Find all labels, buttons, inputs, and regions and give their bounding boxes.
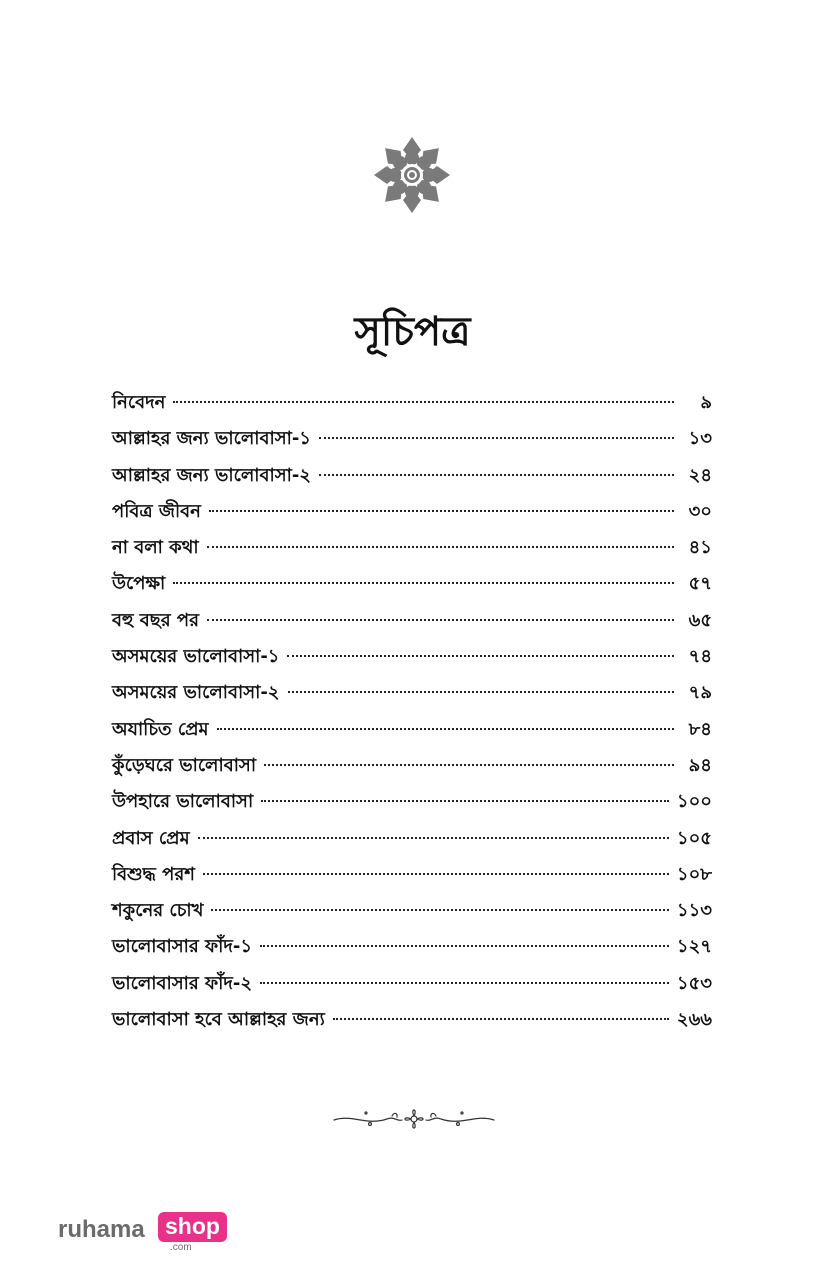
toc-entry-page: ১০৮ [676, 863, 712, 885]
table-of-contents [112, 388, 712, 1041]
toc-entry[interactable] [112, 569, 712, 605]
toc-entry[interactable] [112, 388, 712, 424]
toc-entry[interactable] [112, 606, 712, 642]
page-title: সূচিপত্র [354, 308, 471, 355]
toc-entry-title: অসময়ের ভালোবাসা-২ [112, 682, 280, 704]
toc-entry[interactable] [112, 896, 712, 932]
toc-entry-title: ভালোবাসা হবে আল্লাহর জন্য [112, 1009, 325, 1031]
dot-leader [211, 909, 668, 911]
toc-entry-title: ভালোবাসার ফাঁদ-১ [112, 936, 252, 958]
toc-entry-page: ৬৫ [688, 609, 712, 631]
toc-entry[interactable] [112, 642, 712, 678]
dot-leader [207, 619, 674, 621]
toc-entry-title: না বলা কথা [112, 537, 199, 559]
logo-com-text: .com [170, 1242, 192, 1253]
flower-ornament-icon [372, 135, 452, 215]
toc-entry-page: ১০০ [676, 791, 712, 813]
toc-entry[interactable] [112, 860, 712, 896]
toc-entry-page: ৪১ [688, 537, 712, 559]
dot-leader [333, 1018, 669, 1020]
toc-entry-page: ২৬৬ [676, 1009, 712, 1031]
toc-entry[interactable] [112, 751, 712, 787]
toc-entry-page: ৮৪ [688, 718, 712, 740]
toc-entry-title: বিশুদ্ধ পরশ [112, 863, 195, 885]
toc-entry[interactable] [112, 497, 712, 533]
toc-entry[interactable] [112, 715, 712, 751]
toc-entry-page: ৯ [700, 392, 712, 413]
toc-entry-title: আল্লাহর জন্য ভালোবাসা-২ [112, 464, 311, 486]
toc-entry-title: শকুনের চোখ [112, 900, 204, 922]
toc-entry-title: নিবেদন [112, 392, 166, 413]
dot-leader [209, 510, 674, 512]
logo-ruhama-text: ruhama [58, 1216, 145, 1243]
toc-entry[interactable] [112, 678, 712, 714]
dot-leader [207, 546, 674, 548]
dot-leader [260, 982, 669, 984]
toc-entry[interactable] [112, 969, 712, 1005]
toc-entry-title: অসময়ের ভালোবাসা-১ [112, 646, 280, 668]
divider-flourish-icon [332, 1104, 496, 1134]
logo-shop-badge: shop [158, 1212, 227, 1242]
toc-entry-title: ভালোবাসার ফাঁদ-২ [112, 972, 253, 994]
dot-leader [319, 437, 674, 439]
toc-entry-title: প্রবাস প্রেম [112, 827, 190, 849]
toc-entry[interactable] [112, 424, 712, 460]
toc-entry[interactable] [112, 787, 712, 823]
toc-entry-title: আল্লাহর জন্য ভালোবাসা-১ [112, 428, 311, 450]
toc-entry[interactable] [112, 932, 712, 968]
toc-entry-page: ৯৪ [688, 754, 712, 776]
toc-entry-page: ৭৪ [688, 646, 712, 668]
dot-leader [288, 691, 675, 693]
toc-entry-page: ২৪ [688, 464, 712, 486]
toc-entry-page: ৭৯ [688, 682, 712, 704]
dot-leader [203, 873, 669, 875]
toc-entry-title: কুঁড়েঘরে ভালোবাসা [112, 754, 257, 776]
toc-entry-page: ১২৭ [676, 936, 712, 958]
toc-entry[interactable] [112, 1005, 712, 1041]
toc-entry-page: ১০৫ [676, 827, 712, 849]
toc-entry-title: উপহারে ভালোবাসা [112, 791, 254, 813]
toc-entry-title: বহু বছর পর [112, 609, 199, 631]
toc-entry-page: ১১৩ [676, 900, 712, 922]
toc-entry-page: ১৫৩ [676, 972, 712, 994]
toc-entry-page: ১৩ [688, 428, 712, 450]
dot-leader [319, 474, 674, 476]
toc-entry-page: ৩০ [688, 500, 712, 522]
dot-leader [264, 764, 674, 766]
dot-leader [173, 582, 674, 584]
dot-leader [260, 945, 669, 947]
toc-entry-title: উপেক্ষা [112, 573, 166, 595]
toc-entry[interactable] [112, 461, 712, 497]
toc-entry-title: অযাচিত প্রেম [112, 718, 209, 740]
toc-entry[interactable] [112, 533, 712, 569]
dot-leader [198, 837, 669, 839]
toc-entry[interactable] [112, 824, 712, 860]
dot-leader [217, 728, 674, 730]
dot-leader [173, 401, 674, 403]
dot-leader [287, 655, 674, 657]
toc-entry-title: পবিত্র জীবন [112, 500, 201, 522]
dot-leader [261, 800, 669, 802]
toc-entry-page: ৫৭ [688, 573, 712, 595]
